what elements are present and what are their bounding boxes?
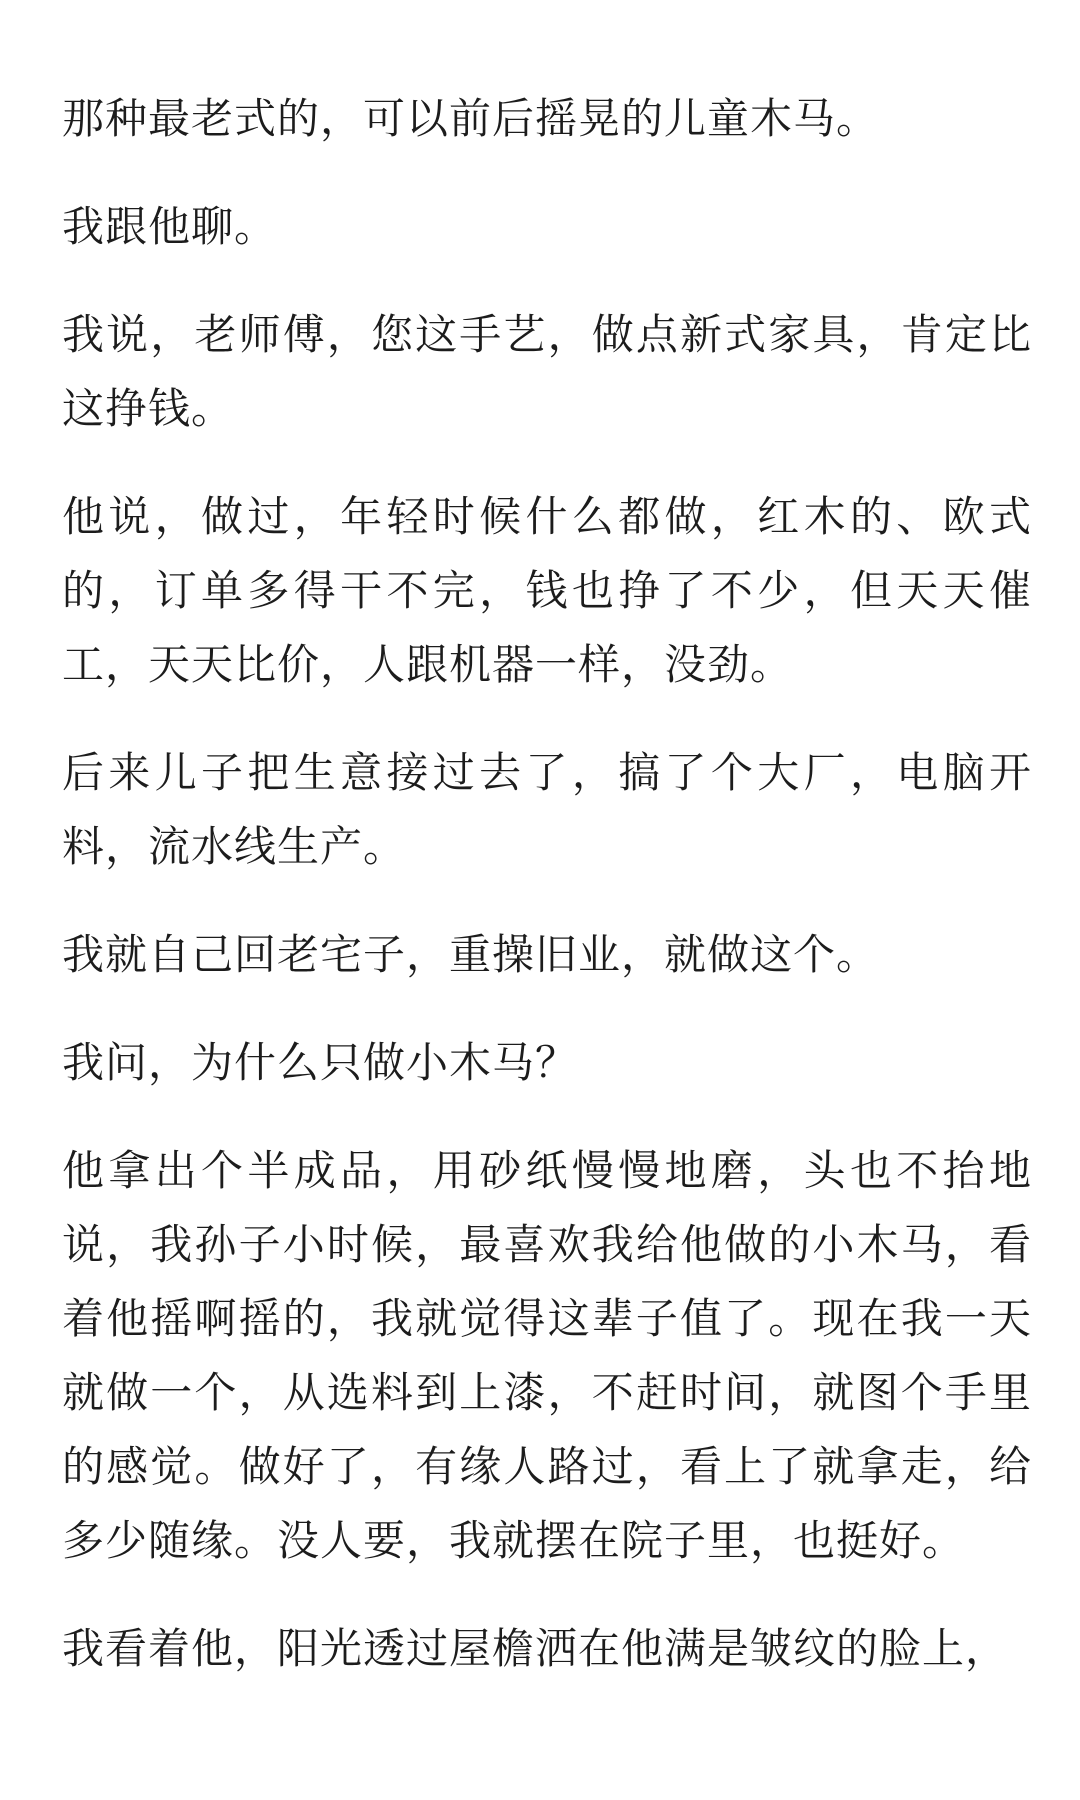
paragraph: 我看着他，阳光透过屋檐洒在他满是皱纹的脸上， [62, 1624, 1009, 1673]
paragraph: 后来儿子把生意接过去了，搞了个大厂，电脑开料，流水线生产。 [62, 748, 1032, 871]
paragraph: 我说，老师傅，您这手艺，做点新式家具，肯定比这挣钱。 [62, 310, 1032, 433]
paragraph: 我跟他聊。 [62, 202, 278, 251]
paragraph: 我就自己回老宅子，重操旧业，就做这个。 [62, 930, 880, 979]
article-body [62, 82, 1032, 1686]
paragraph: 他拿出个半成品，用砂纸慢慢地磨，头也不抬地说，我孙子小时候，最喜欢我给他做的小木马，看着他摇啊摇的，我就觉得这辈子值了。现在我一天就做一个，从选料到上漆，不赶时间，就图个手里的感觉。做好了，有缘人路过，看上了就拿走，给多少随缘。没人要，我就摆在院子里，也挺好。 [62, 1146, 1032, 1565]
paragraph: 他说，做过，年轻时候什么都做，红木的、欧式的，订单多得干不完，钱也挣了不少，但天天催工，天天比价，人跟机器一样，没劲。 [62, 492, 1032, 689]
paragraph: 那种最老式的，可以前后摇晃的儿童木马。 [62, 94, 880, 143]
paragraph: 我问，为什么只做小木马？ [62, 1038, 579, 1087]
